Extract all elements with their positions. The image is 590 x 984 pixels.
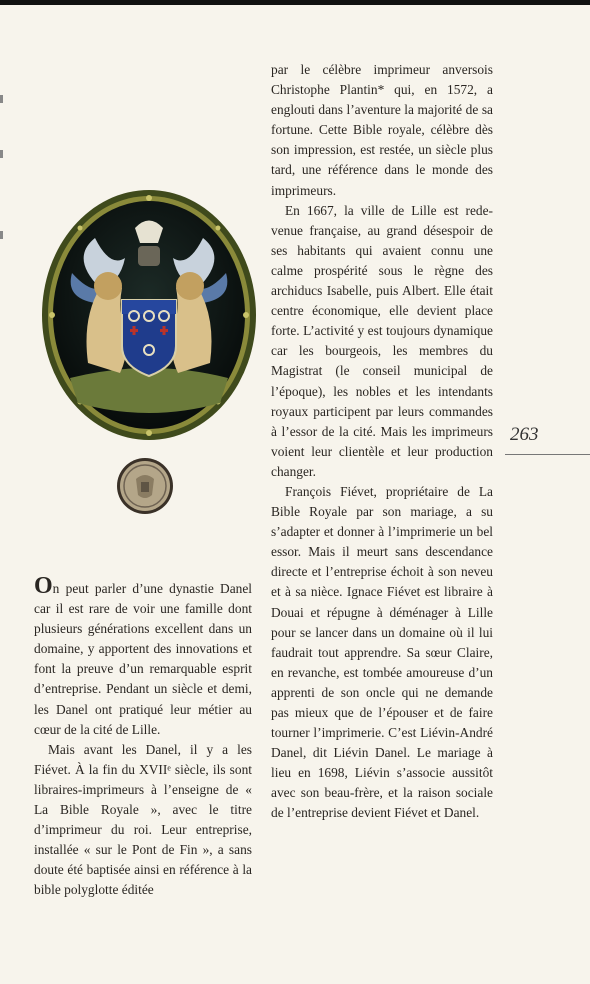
drop-cap: O — [34, 573, 53, 599]
paragraph: Mais avant les Danel, il y a les Fiévet. À la fin du XVIIᵉ siècle, ils sont libraires-imprimeurs à l’enseigne de « La Bible Royale », avec le titre d’imprimeur du roi. Leur entreprise, installée « sur le Pont de Fin », a sans doute été baptisée ainsi en référence à la bible polyglotte éditée — [34, 741, 252, 898]
right-text-column — [271, 60, 493, 824]
paragraph-text: n peut parler d’une dynastie Danel car il est rare de voir une famille dont plusieurs générations excellent dans un domaine, y apportent des innovations et font la preuve d’un remarquable esprit d’entreprise. Pendant un siècle et demi, les Danel ont pratiqué leur métier au cœur de la cité de Lille. — [34, 581, 252, 737]
wax-seal-image — [116, 457, 174, 515]
page-top-edge — [0, 0, 590, 5]
page-number-rule — [505, 454, 590, 455]
heraldic-crest-image — [40, 188, 258, 442]
paragraph: par le célèbre imprimeur anversois Christophe Plantin* qui, en 1572, a englouti dans l’aventure la majorité de sa fortune. Cette Bible royale, célèbre dès son impression, est restée, un siècle plus tard, une référence dans le monde des imprimeurs. — [271, 62, 493, 198]
left-text-column — [34, 573, 252, 901]
binding-mark — [0, 95, 3, 103]
paragraph: François Fiévet, propriétaire de La Bible Royale par son mariage, a su s’adapter et donner à l’imprimerie un bel essor. Mais il meurt sans descendance directe et l’entreprise échoit à son neveu et à sa nièce. Ignace Fiévet est libraire à Douai et répugne à déménager à Lille pour se lancer dans un domaine où il lui faudrait tout apprendre. Sa sœur Claire, en revanche, est tombée amoureuse d’un apprenti de son oncle qui ne demande pas mieux que de l’épouser et de faire tourner l’imprimerie. C’est Liévin-André Danel, dit Liévin Danel. Le mariage à lieu en 1698, Liévin s’associe aussitôt avec son beau-frère, et la raison sociale de l’entreprise devient Fiévet et Danel. — [271, 483, 493, 821]
binding-mark — [0, 150, 3, 158]
binding-mark — [0, 231, 3, 239]
page-number: 263 — [510, 424, 539, 445]
opening-paragraph — [34, 573, 252, 740]
paragraph: En 1667, la ville de Lille est redevenue française, au grand désespoir de ses habitants qui avaient connu une calme prospérité sous le règne des archiducs Isabelle, puis Albert. Elle était centre économique, elle devient place forte. L’activité y est toujours dynamique car les bourgeois, les membres du Magistrat (le conseil municipal de l’époque), les nobles et les intendants royaux participent par leurs commandes à l’essor de la cité. Mais les imprimeurs voient leur clientèle et leur production changer. — [271, 202, 493, 479]
